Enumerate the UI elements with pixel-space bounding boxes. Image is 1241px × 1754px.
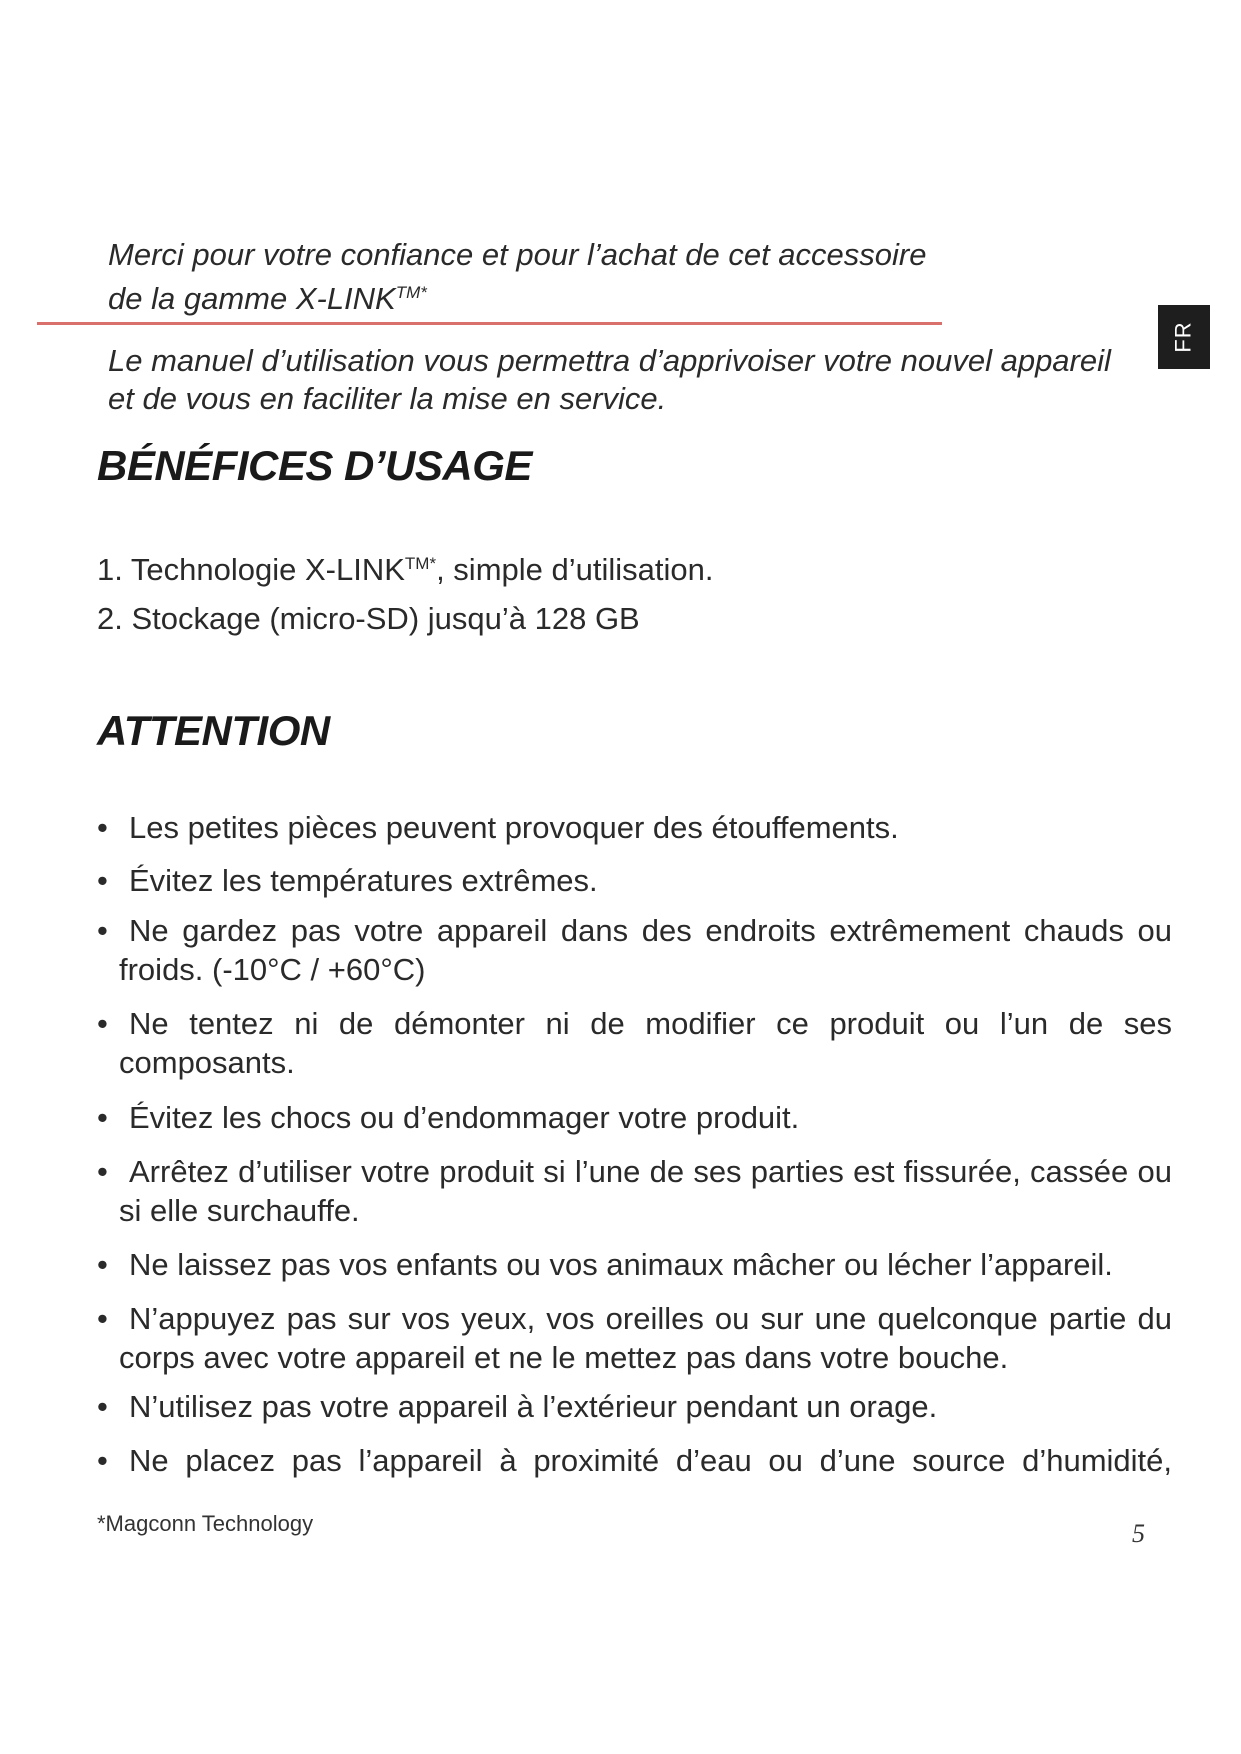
trademark-sup: TM*: [395, 283, 427, 302]
language-tab-label: FR: [1170, 321, 1196, 353]
bullet-dot: •: [97, 913, 108, 948]
intro-thanks: [108, 236, 926, 318]
page-number: 5: [1132, 1519, 1145, 1548]
benefits-heading: BÉNÉFICES D’USAGE: [97, 442, 532, 489]
attention-item: [97, 1152, 1172, 1230]
bullet-dot: •: [97, 1389, 108, 1424]
bullet-dot: •: [97, 1247, 108, 1282]
intro-line-4: et de vous en faciliter la mise en service.: [108, 381, 667, 416]
bullet-dot: •: [97, 1154, 108, 1189]
bullet-dot: •: [97, 1443, 108, 1478]
footnote: *Magconn Technology: [97, 1511, 314, 1536]
attention-item-text: Ne gardez pas votre appareil dans des endroits extrêmement chauds ou froids. (-10°C / +60°C): [119, 913, 1172, 987]
attention-item: [97, 1441, 1172, 1480]
attention-item: [97, 861, 1172, 900]
intro-line-2: [108, 274, 926, 318]
benefit-item-2: 2. Stockage (micro-SD) jusqu’à 128 GB: [97, 601, 640, 636]
attention-item-text: N’utilisez pas votre appareil à l’extérieur pendant un orage.: [129, 1389, 938, 1424]
attention-list: [97, 808, 1172, 1480]
attention-item: [97, 911, 1172, 989]
trademark-sup: TM*: [404, 554, 437, 573]
attention-item-text: Ne tentez ni de démonter ni de modifier ce produit ou l’un de ses composants.: [119, 1006, 1172, 1080]
bullet-dot: •: [97, 863, 108, 898]
attention-item-text: Arrêtez d’utiliser votre produit si l’une de ses parties est fissurée, cassée ou si elle surchauffe.: [119, 1154, 1172, 1228]
attention-item: [97, 1098, 1172, 1137]
attention-item: [97, 1004, 1172, 1082]
attention-item-text: Les petites pièces peuvent provoquer des étouffements.: [129, 810, 899, 845]
attention-item: [97, 1245, 1172, 1284]
attention-item: [97, 1299, 1172, 1377]
bullet-dot: •: [97, 1100, 108, 1135]
bullet-dot: •: [97, 1006, 108, 1041]
attention-heading: ATTENTION: [97, 707, 330, 754]
benefit-item-1-prefix: 1. Technologie X-LINK: [97, 552, 405, 587]
attention-item-text: Évitez les chocs ou d’endommager votre produit.: [129, 1100, 800, 1135]
attention-item: [97, 1387, 1172, 1426]
intro-manual: [108, 342, 1111, 418]
benefits-list: [97, 544, 713, 654]
benefit-item-1: [97, 544, 713, 599]
attention-item-text: Évitez les températures extrêmes.: [129, 863, 598, 898]
bullet-dot: •: [97, 810, 108, 845]
intro-line-3: Le manuel d’utilisation vous permettra d’apprivoiser votre nouvel appareil: [108, 343, 1111, 378]
intro-line-2-text: de la gamme X-LINK: [108, 281, 396, 316]
attention-item-text: Ne laissez pas vos enfants ou vos animaux mâcher ou lécher l’appareil.: [129, 1247, 1113, 1282]
language-tab: [1158, 305, 1210, 369]
benefit-item-1-suffix: , simple d’utilisation.: [436, 552, 714, 587]
bullet-dot: •: [97, 1301, 108, 1336]
divider-rule: [37, 322, 942, 325]
intro-line-1: Merci pour votre confiance et pour l’achat de cet accessoire: [108, 237, 927, 272]
attention-item-text: N’appuyez pas sur vos yeux, vos oreilles ou sur une quelconque partie du corps avec votre appareil et ne le mettez pas dans votre bouche.: [119, 1301, 1172, 1375]
attention-item: [97, 808, 1172, 847]
attention-item-text: Ne placez pas l’appareil à proximité d’eau ou d’une source d’humidité,: [129, 1443, 1172, 1478]
